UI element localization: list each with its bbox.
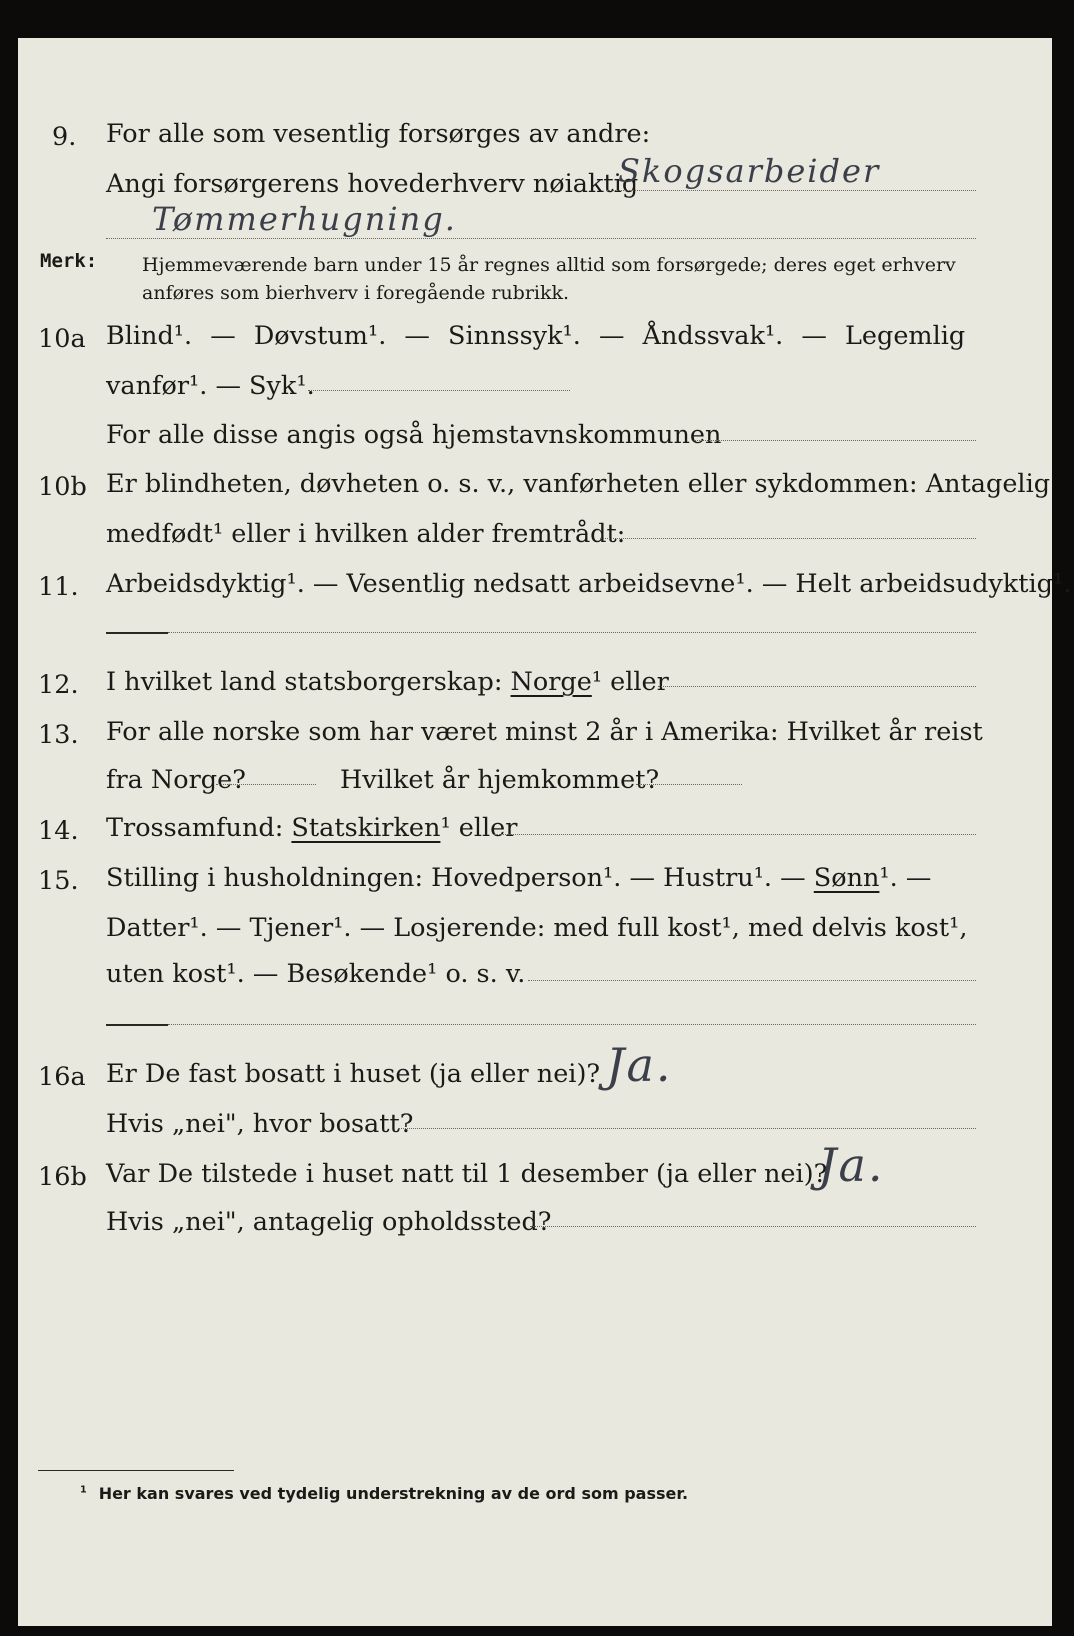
item-9-line-2: Angi forsørgerens hovederhverv nøiaktig <box>106 169 639 199</box>
item-11-number: 11. <box>38 572 79 602</box>
merk-line-1: Hjemmeværende barn under 15 år regnes alltid som forsørgede; deres eget erhverv <box>142 254 956 276</box>
line-stub <box>106 1024 168 1026</box>
footnote-text: Her kan svares ved tydelig understrekning av de ord som passer. <box>98 1484 689 1503</box>
item-16b-number: 16b <box>38 1162 87 1192</box>
answer-line <box>308 390 570 391</box>
item-10a-line-3: For alle disse angis også hjemstavnskommunen <box>106 420 722 450</box>
item-10b-line-1: Er blindheten, døvheten o. s. v., vanførheten eller sykdommen: Antagelig <box>106 469 1051 499</box>
item-16b-line-2: Hvis „nei", antagelig opholdssted? <box>106 1207 552 1237</box>
merk-line-2: anføres som bierhverv i foregående rubrikk. <box>142 282 570 304</box>
item-15-line-2: Datter¹. — Tjener¹. — Losjerende: med full kost¹, med delvis kost¹, <box>106 913 968 943</box>
item-14-underlined-answer: Statskirken <box>291 813 441 843</box>
item-10a-number: 10a <box>38 324 86 354</box>
answer-line <box>658 686 976 687</box>
item-10a-line-1: Blind¹. — Døvstum¹. — Sinnssyk¹. — Åndssvak¹. — Legemlig <box>106 321 966 351</box>
item-14-number: 14. <box>38 816 79 846</box>
item-10a-line-2: vanfør¹. — Syk¹. <box>106 371 315 401</box>
merk-label: Merk: <box>40 250 98 272</box>
census-form-page <box>18 38 1072 1626</box>
item-9-line-1: For alle som vesentlig forsørges av andre: <box>106 119 651 149</box>
item-15-number: 15. <box>38 866 79 896</box>
item-13-line-2a: fra Norge? <box>106 765 246 795</box>
footnote-rule <box>38 1470 234 1471</box>
item-9-number: 9. <box>52 122 77 152</box>
item-12-underlined-answer: Norge <box>510 667 592 697</box>
footnote-marker: 1 <box>80 1484 87 1496</box>
item-12-number: 12. <box>38 670 79 700</box>
item-16a-line-1: Er De fast bosatt i huset (ja eller nei)? <box>106 1059 601 1089</box>
answer-line <box>106 238 976 239</box>
answer-line <box>694 440 976 441</box>
answer-line <box>600 538 976 539</box>
answer-line <box>606 190 976 191</box>
answer-line <box>398 1128 976 1129</box>
item-16a-line-2: Hvis „nei", hvor bosatt? <box>106 1109 414 1139</box>
answer-line <box>168 1024 976 1025</box>
handwritten-occupation: Skogsarbeider <box>618 152 881 190</box>
item-13-number: 13. <box>38 720 79 750</box>
line-stub <box>106 632 168 634</box>
answer-line <box>216 784 316 785</box>
item-12-text: I hvilket land statsborgerskap: <box>106 667 511 697</box>
item-15-text-end: ¹. — <box>879 863 932 893</box>
item-10b-line-2: medfødt¹ eller i hvilken alder fremtrådt: <box>106 519 626 549</box>
answer-line <box>168 632 976 633</box>
item-14-text: Trossamfund: <box>106 813 292 843</box>
item-11-line-1: Arbeidsdyktig¹. — Vesentlig nedsatt arbeidsevne¹. — Helt arbeidsudyktig¹. <box>106 569 1072 599</box>
item-15-underlined-answer: Sønn <box>813 863 880 893</box>
item-14-text-end: ¹ eller <box>440 813 518 843</box>
answer-line <box>528 980 976 981</box>
item-12-text-end: ¹ eller <box>591 667 669 697</box>
item-10b-number: 10b <box>38 472 87 502</box>
item-13-line-2b: Hvilket år hjemkommet? <box>340 765 660 795</box>
item-16b-line-1: Var De tilstede i huset natt til 1 desember (ja eller nei)? <box>106 1159 828 1189</box>
handwritten-answer-16a: Ja. <box>606 1038 673 1092</box>
item-16a-number: 16a <box>38 1062 86 1092</box>
handwritten-answer-16b: Ja. <box>818 1138 885 1192</box>
answer-line <box>636 784 742 785</box>
answer-line <box>530 1226 976 1227</box>
handwritten-occupation-cont: Tømmerhugning. <box>152 200 457 238</box>
item-13-line-1: For alle norske som har været minst 2 år i Amerika: Hvilket år reist <box>106 717 983 747</box>
item-15-text: Stilling i husholdningen: Hovedperson¹. — Hustru¹. — <box>106 863 814 893</box>
answer-line <box>494 834 976 835</box>
item-15-line-3: uten kost¹. — Besøkende¹ o. s. v. <box>106 959 526 989</box>
